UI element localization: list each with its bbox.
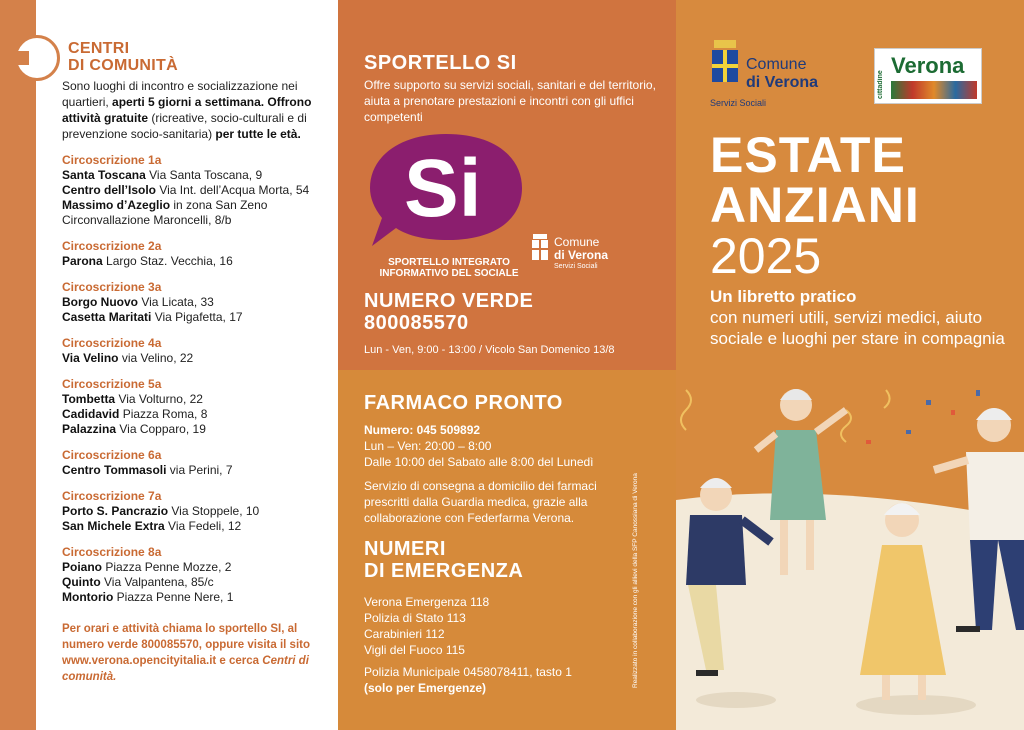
centro-name: Casetta Maritati bbox=[62, 310, 152, 324]
farmaco-hours-1: Lun – Ven: 20:00 – 8:00 bbox=[364, 439, 492, 453]
centro-name: Massimo d’Azeglio bbox=[62, 198, 171, 212]
tab-circle-decoration bbox=[14, 35, 60, 81]
sportello-title: SPORTELLO SI bbox=[364, 52, 517, 74]
centro-name: Palazzina bbox=[62, 422, 117, 436]
cover-subtitle: Un libretto pratico con numeri utili, servizi medici, aiuto sociale e luoghi per stare in compagnia bbox=[710, 287, 1005, 348]
centro-address: via Perini, 7 bbox=[166, 463, 233, 477]
circoscrizione-heading: Circoscrizione 5a bbox=[62, 377, 162, 391]
centro-list-item bbox=[62, 168, 314, 183]
centro-list-item bbox=[62, 519, 314, 534]
comune-logo-small bbox=[530, 228, 650, 274]
centro-list-item bbox=[62, 392, 314, 407]
centro-address: Via Pigafetta, 17 bbox=[151, 310, 243, 324]
centro-name: San Michele Extra bbox=[62, 519, 165, 533]
polizia-municipale: Polizia Municipale 0458078411, tasto 1 bbox=[364, 665, 572, 679]
middle-panel-services bbox=[338, 0, 676, 730]
centro-address: Via Copparo, 19 bbox=[116, 422, 206, 436]
comune-1: Comune bbox=[746, 56, 807, 73]
emergenza-list bbox=[364, 594, 636, 658]
centro-name: Poiano bbox=[62, 560, 103, 574]
centro-name: Tombetta bbox=[62, 392, 116, 406]
centro-address: Piazza Penne Mozze, 2 bbox=[102, 560, 232, 574]
centri-footer-note: Per orari e attività chiama lo sportello SI, al numero verde 800085570, oppure visita il sito www.verona.opencityitalia.it e cerca Centri di comunità. bbox=[62, 623, 310, 683]
circoscrizione-heading: Circoscrizione 2a bbox=[62, 239, 162, 253]
dancing-elderly-illustration bbox=[676, 370, 1024, 730]
cittadine-skyline-strip bbox=[891, 81, 977, 99]
centro-list-item bbox=[62, 183, 314, 198]
centro-list-item bbox=[62, 463, 314, 478]
farmaco-text: Servizio di consegna a domicilio dei farmaci prescritti dalla Guardia medica, grazie alla collaborazione con Federfarma Verona. bbox=[364, 479, 597, 525]
centro-address: Via Stoppele, 10 bbox=[168, 504, 260, 518]
centro-name: Via Velino bbox=[62, 351, 119, 365]
centro-address: via Velino, 22 bbox=[118, 351, 194, 365]
circoscrizione-heading: Circoscrizione 6a bbox=[62, 448, 162, 462]
farmaco-title: FARMACO PRONTO bbox=[364, 392, 563, 414]
verona-crest-icon bbox=[530, 234, 550, 264]
centro-address: Via Volturno, 22 bbox=[115, 392, 203, 406]
comune-3: Servizi Sociali bbox=[710, 98, 767, 108]
circoscrizione-heading: Circoscrizione 1a bbox=[62, 153, 162, 167]
centro-list-item bbox=[62, 310, 314, 325]
centro-name: Borgo Nuovo bbox=[62, 295, 138, 309]
cittadine-verona-logo bbox=[874, 48, 982, 104]
centri-intro: Sono luoghi di incontro e socializzazione nei quartieri, aperti 5 giorni a settimana. Offrono attività gratuite (ricreative, socio-culturali e di prevenzione socio-sanitaria) per tutte le età. bbox=[62, 79, 312, 141]
sportello-text: Offre supporto su servizi sociali, sanitari e del territorio, aiuta a prenotare prestazioni e incontri con gli uffici competenti bbox=[364, 78, 656, 124]
title-year: 2025 bbox=[710, 228, 822, 284]
title-anziani: ANZIANI bbox=[710, 177, 920, 233]
si-speech-bubble-logo bbox=[366, 128, 526, 253]
comune-small-1: Comune bbox=[554, 235, 600, 249]
cittadine-small: cittadine bbox=[877, 70, 884, 99]
centro-list-item bbox=[62, 560, 314, 575]
centro-address: Via Santa Toscana, 9 bbox=[145, 168, 263, 182]
centro-name: Parona bbox=[62, 254, 103, 268]
comune-small-3: Servizi Sociali bbox=[554, 263, 598, 270]
centro-list-item bbox=[62, 254, 314, 269]
circoscrizione-heading: Circoscrizione 7a bbox=[62, 489, 162, 503]
farmaco-numero: Numero: 045 509892 bbox=[364, 423, 481, 437]
left-panel-centri-comunita bbox=[0, 0, 338, 730]
si-mark: Si bbox=[404, 143, 482, 234]
title-estate: ESTATE bbox=[710, 127, 906, 183]
right-panel-cover bbox=[676, 0, 1024, 730]
centro-list-item bbox=[62, 295, 314, 310]
centro-address: Piazza Penne Nere, 1 bbox=[113, 590, 234, 604]
centro-address: Via Fedeli, 12 bbox=[164, 519, 242, 533]
centro-list-item bbox=[62, 422, 314, 437]
centro-address: Via Int. dell’Acqua Morta, 54 bbox=[156, 183, 310, 197]
centro-list-item bbox=[62, 575, 314, 590]
left-orange-tab bbox=[0, 0, 36, 730]
farmaco-hours-2: Dalle 10:00 del Sabato alle 8:00 del Lunedì bbox=[364, 455, 594, 469]
centro-name: Centro Tommasoli bbox=[62, 463, 167, 477]
centro-address: in zona San Zeno bbox=[170, 198, 268, 212]
centro-list-item bbox=[62, 590, 314, 605]
cittadine-big: Verona bbox=[891, 53, 965, 78]
emergenza-title: NUMERI DI EMERGENZA bbox=[364, 538, 524, 582]
centro-address: Piazza Roma, 8 bbox=[119, 407, 208, 421]
verona-crest-icon bbox=[710, 40, 740, 90]
circoscrizione-heading: Circoscrizione 4a bbox=[62, 336, 162, 350]
centro-list-item bbox=[62, 213, 314, 228]
centro-name: Cadidavid bbox=[62, 407, 120, 421]
centro-address: Via Valpantena, 85/c bbox=[100, 575, 214, 589]
circoscrizione-heading: Circoscrizione 8a bbox=[62, 545, 162, 559]
centro-list-item bbox=[62, 407, 314, 422]
centro-address: Via Licata, 33 bbox=[138, 295, 214, 309]
centro-name: Quinto bbox=[62, 575, 101, 589]
centro-name: Porto S. Pancrazio bbox=[62, 504, 169, 518]
centro-name: Santa Toscana bbox=[62, 168, 146, 182]
centro-list-item bbox=[62, 351, 314, 366]
centro-list-item bbox=[62, 504, 314, 519]
circoscrizioni-list bbox=[62, 153, 314, 605]
comune-small-2: di Verona bbox=[554, 248, 609, 262]
emergenza-item: Vigli del Fuoco 115 bbox=[364, 643, 465, 657]
centro-address: Circonvallazione Maroncelli, 8/b bbox=[62, 213, 232, 227]
comune-logo bbox=[710, 40, 850, 110]
numero-verde-hours: Lun - Ven, 9:00 - 13:00 / Vicolo San Domenico 13/8 bbox=[364, 344, 615, 356]
centro-name: Montorio bbox=[62, 590, 114, 604]
centro-address: Largo Staz. Vecchia, 16 bbox=[102, 254, 233, 268]
centro-list-item bbox=[62, 198, 314, 213]
centro-name: Centro dell’Isolo bbox=[62, 183, 157, 197]
si-caption: SPORTELLO INTEGRATO INFORMATIVO DEL SOCIALE bbox=[379, 257, 519, 279]
centri-title: CENTRI DI COMUNITÀ bbox=[68, 40, 178, 74]
credit-vertical-text: Realizzato in collaborazione con gli allievi della SFP Canossiana di Verona bbox=[632, 473, 639, 688]
comune-2: di Verona bbox=[746, 74, 819, 91]
circoscrizione-heading: Circoscrizione 3a bbox=[62, 280, 162, 294]
emergenza-item: Verona Emergenza 118 bbox=[364, 595, 490, 609]
numero-verde-title: NUMERO VERDE 800085570 bbox=[364, 290, 534, 334]
emergenza-item: Polizia di Stato 113 bbox=[364, 611, 466, 625]
emergenza-item: Carabinieri 112 bbox=[364, 627, 445, 641]
polizia-note: (solo per Emergenze) bbox=[364, 681, 487, 695]
